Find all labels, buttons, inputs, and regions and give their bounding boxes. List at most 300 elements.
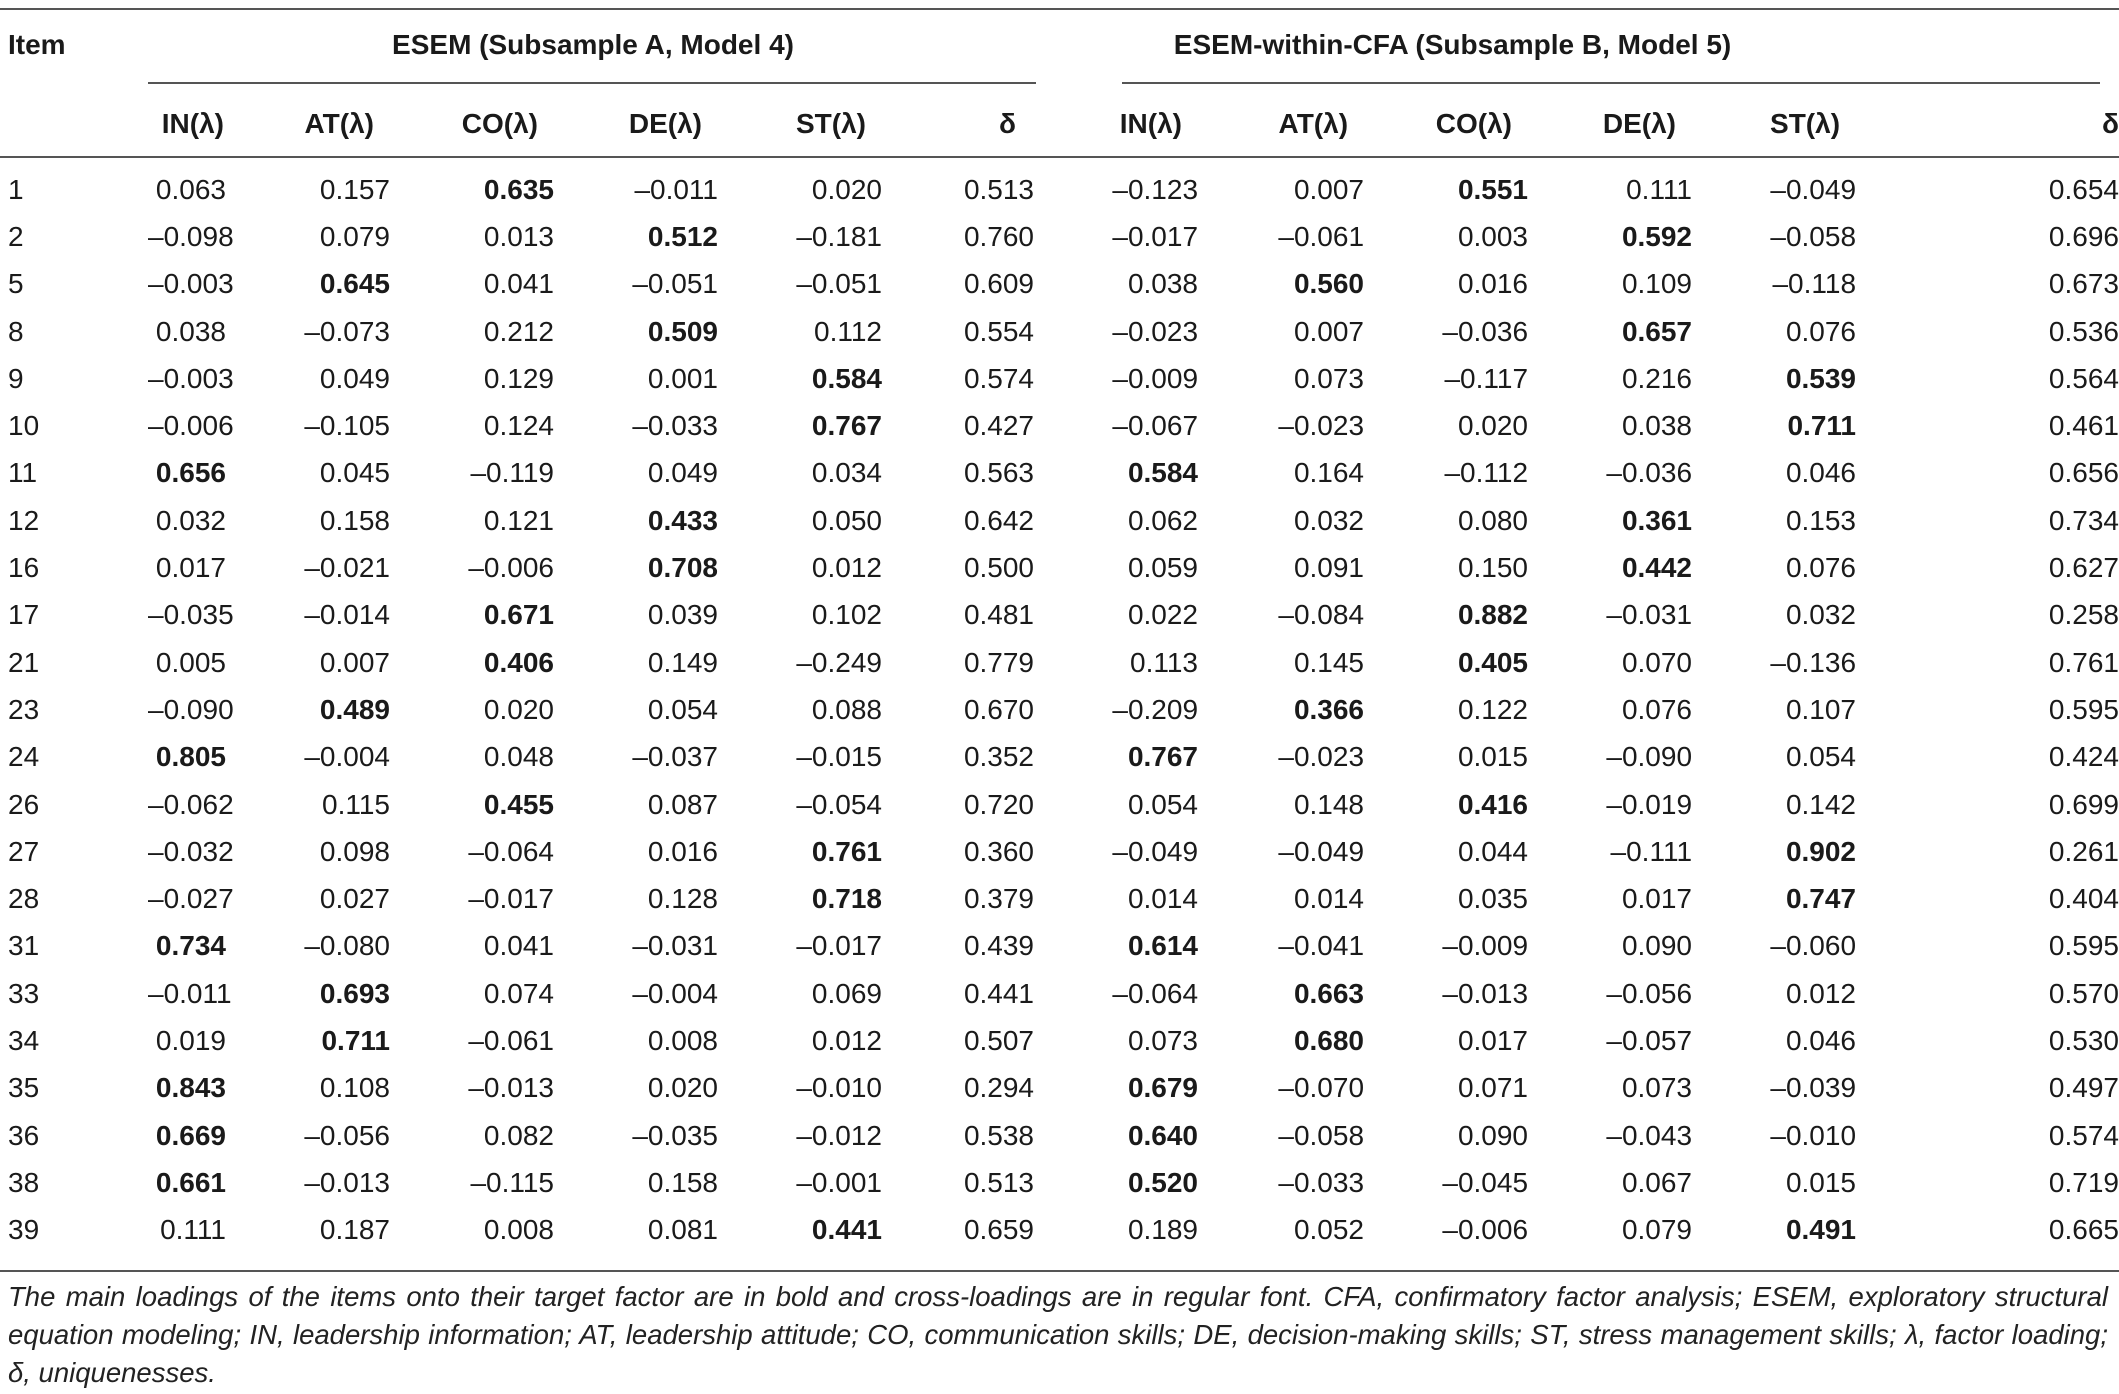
- loading-a-cell: 0.012: [811, 1024, 882, 1056]
- table-footnote: The main loadings of the items onto their target factor are in bold and cross-loadings are in regular font. CFA, confirmatory factor analysis; ESEM, exploratory structural equation modeling; IN, leadership information; AT, leadership attitude; CO, communication skills; DE, decision-making skills; ST, stress management skills; λ, factor loading; δ, uniquenesses.: [8, 1281, 2108, 1388]
- loading-a-cell: –0.051: [632, 268, 718, 300]
- loading-b-cell: –0.136: [1770, 646, 1857, 678]
- loading-b-cell: –0.013: [1442, 977, 1529, 1009]
- loading-b-cell: –0.033: [1278, 1166, 1365, 1198]
- item-number: 31: [8, 930, 40, 962]
- loading-a-cell: –0.181: [796, 220, 882, 252]
- table-row: [0, 1112, 2119, 1159]
- loading-a-cell: 0.039: [647, 599, 718, 631]
- loading-b-cell: 0.059: [1127, 552, 1199, 584]
- loading-a-cell: 0.128: [647, 883, 718, 915]
- loading-b-cell: 0.145: [1293, 646, 1365, 678]
- loading-a-cell: 0.671: [483, 599, 554, 631]
- loading-b-cell: 0.032: [1293, 504, 1365, 536]
- table-row: [0, 355, 2119, 402]
- table-row: [0, 544, 2119, 591]
- col-header-b-3: DE(λ): [1602, 108, 1677, 139]
- uniqueness-a-cell: 0.720: [963, 788, 1035, 820]
- loading-a-cell: 0.693: [319, 977, 390, 1009]
- loading-b-cell: 0.679: [1127, 1072, 1199, 1104]
- loading-a-cell: –0.001: [796, 1166, 882, 1198]
- uniqueness-a-cell: 0.642: [963, 504, 1035, 536]
- loading-a-cell: 0.111: [160, 1214, 226, 1246]
- loading-b-cell: 0.111: [1626, 173, 1693, 205]
- table-row: [0, 970, 2119, 1017]
- uniqueness-a-cell: 0.659: [963, 1214, 1035, 1246]
- uniqueness-b-cell: 0.564: [2048, 362, 2119, 394]
- loading-a-cell: 0.082: [483, 1119, 554, 1151]
- uniqueness-a-cell: 0.538: [963, 1119, 1035, 1151]
- loading-a-cell: –0.105: [304, 410, 390, 442]
- loading-b-cell: 0.551: [1457, 173, 1529, 205]
- table-row: [0, 402, 2119, 449]
- uniqueness-a-cell: 0.507: [963, 1024, 1035, 1056]
- loading-a-cell: 0.112: [814, 315, 882, 347]
- loading-b-cell: –0.023: [1278, 410, 1365, 442]
- loading-a-cell: 0.032: [155, 504, 226, 536]
- loading-b-cell: 0.882: [1457, 599, 1529, 631]
- loading-a-cell: 0.034: [811, 457, 882, 489]
- loading-b-cell: 0.592: [1621, 220, 1693, 252]
- loading-a-cell: –0.013: [468, 1072, 554, 1104]
- loading-b-cell: 0.062: [1127, 504, 1199, 536]
- col-header-b-0: IN(λ): [1119, 108, 1183, 139]
- loading-b-cell: 0.014: [1127, 883, 1199, 915]
- loading-b-cell: 0.079: [1621, 1214, 1693, 1246]
- loading-a-cell: 0.129: [483, 362, 554, 394]
- loading-a-cell: 0.121: [483, 504, 554, 536]
- loading-a-cell: 0.108: [319, 1072, 390, 1104]
- loading-a-cell: –0.010: [796, 1072, 882, 1104]
- loading-b-cell: –0.118: [1772, 268, 1857, 300]
- uniqueness-b-cell: 0.654: [2048, 173, 2119, 205]
- loading-a-cell: 0.049: [647, 457, 718, 489]
- loading-b-cell: 0.711: [1787, 410, 1857, 442]
- loading-b-cell: 0.361: [1621, 504, 1693, 536]
- item-number: 38: [8, 1166, 40, 1198]
- loading-b-cell: 0.054: [1127, 788, 1199, 820]
- item-number: 35: [8, 1072, 40, 1104]
- loading-a-cell: 0.020: [811, 173, 882, 205]
- loading-b-cell: 0.091: [1293, 552, 1365, 584]
- loading-a-cell: 0.001: [647, 362, 718, 394]
- table-row: [0, 1017, 2119, 1064]
- table-row: [0, 639, 2119, 686]
- loading-a-cell: –0.021: [304, 552, 390, 584]
- loading-a-cell: 0.656: [155, 457, 226, 489]
- loading-a-cell: 0.017: [155, 552, 226, 584]
- loading-a-cell: 0.102: [811, 599, 882, 631]
- loading-b-cell: –0.010: [1770, 1119, 1857, 1151]
- loading-b-cell: 0.189: [1127, 1214, 1199, 1246]
- item-number: 17: [8, 599, 40, 631]
- loading-b-cell: 0.003: [1457, 220, 1529, 252]
- uniqueness-b-cell: 0.497: [2048, 1072, 2119, 1104]
- loading-a-cell: –0.006: [148, 410, 234, 442]
- loading-b-cell: 0.046: [1785, 1024, 1857, 1056]
- uniqueness-b-cell: 0.627: [2048, 552, 2119, 584]
- uniqueness-b-cell: 0.595: [2048, 693, 2119, 725]
- table-row: [0, 1065, 2119, 1112]
- loading-a-cell: 0.069: [811, 977, 882, 1009]
- uniqueness-b-cell: 0.404: [2048, 883, 2119, 915]
- uniqueness-a-cell: 0.352: [963, 741, 1035, 773]
- loading-a-cell: 0.079: [319, 220, 390, 252]
- loading-a-cell: 0.433: [647, 504, 718, 536]
- uniqueness-b-cell: 0.570: [2048, 977, 2119, 1009]
- loading-a-cell: 0.406: [483, 646, 554, 678]
- loading-b-cell: –0.043: [1606, 1119, 1693, 1151]
- loading-b-cell: 0.044: [1457, 835, 1529, 867]
- uniqueness-a-cell: 0.574: [963, 362, 1035, 394]
- loading-a-cell: 0.020: [483, 693, 554, 725]
- uniqueness-b-cell: 0.665: [2048, 1214, 2119, 1246]
- uniqueness-b-cell: 0.536: [2048, 315, 2119, 347]
- col-header-a-3: DE(λ): [628, 108, 702, 139]
- uniqueness-b-cell: 0.258: [2048, 599, 2119, 631]
- loading-b-cell: 0.148: [1293, 788, 1365, 820]
- table-row: [0, 923, 2119, 970]
- loading-a-cell: –0.062: [148, 788, 234, 820]
- loading-b-cell: 0.017: [1457, 1024, 1529, 1056]
- loading-b-cell: 0.747: [1785, 883, 1857, 915]
- col-header-b-2: CO(λ): [1435, 108, 1513, 139]
- col-header-b-4: ST(λ): [1770, 108, 1841, 139]
- loading-a-cell: 0.212: [483, 315, 554, 347]
- loading-a-cell: 0.045: [319, 457, 390, 489]
- item-number: 16: [8, 552, 40, 584]
- table-row: [0, 497, 2119, 544]
- uniqueness-a-cell: 0.670: [963, 693, 1035, 725]
- item-number: 2: [8, 220, 24, 252]
- loading-a-cell: 0.441: [811, 1214, 882, 1246]
- item-number: 8: [8, 315, 24, 347]
- loading-b-cell: –0.036: [1442, 315, 1529, 347]
- loading-a-cell: –0.027: [148, 883, 234, 915]
- loading-a-cell: 0.805: [155, 741, 226, 773]
- uniqueness-a-cell: 0.500: [963, 552, 1035, 584]
- table-row: [0, 166, 2119, 213]
- loading-b-cell: –0.084: [1278, 599, 1365, 631]
- item-number: 39: [8, 1214, 40, 1246]
- uniqueness-a-cell: 0.513: [963, 173, 1035, 205]
- loading-b-cell: 0.073: [1621, 1072, 1693, 1104]
- loading-a-cell: –0.003: [148, 362, 234, 394]
- table-row: [0, 1207, 2119, 1254]
- loading-b-cell: 0.153: [1785, 504, 1857, 536]
- col-header-a-1: AT(λ): [304, 108, 374, 139]
- table-row: [0, 828, 2119, 875]
- uniqueness-a-cell: 0.427: [963, 410, 1035, 442]
- loading-b-cell: –0.009: [1442, 930, 1529, 962]
- loading-a-cell: –0.115: [470, 1166, 554, 1198]
- uniqueness-a-cell: 0.379: [963, 883, 1035, 915]
- loading-b-cell: –0.070: [1278, 1072, 1365, 1104]
- loading-a-cell: –0.017: [796, 930, 882, 962]
- loading-b-cell: –0.061: [1278, 220, 1365, 252]
- loading-b-cell: 0.035: [1457, 883, 1529, 915]
- loading-a-cell: –0.090: [148, 693, 234, 725]
- loading-b-cell: 0.560: [1293, 268, 1365, 300]
- loading-b-cell: –0.039: [1770, 1072, 1857, 1104]
- loading-a-cell: 0.761: [811, 835, 882, 867]
- loading-a-cell: –0.035: [148, 599, 234, 631]
- loading-b-cell: 0.657: [1621, 315, 1693, 347]
- uniqueness-a-cell: 0.609: [963, 268, 1035, 300]
- loading-a-cell: 0.012: [811, 552, 882, 584]
- item-number: 11: [8, 457, 38, 489]
- uniqueness-b-cell: 0.530: [2048, 1024, 2119, 1056]
- loading-b-cell: 0.107: [1785, 693, 1857, 725]
- loading-a-cell: –0.037: [632, 741, 718, 773]
- loading-b-cell: –0.057: [1606, 1024, 1693, 1056]
- loading-b-cell: –0.111: [1610, 835, 1693, 867]
- col-header-a-5: δ: [999, 108, 1017, 139]
- loading-b-cell: –0.112: [1444, 457, 1529, 489]
- uniqueness-a-cell: 0.294: [963, 1072, 1035, 1104]
- loading-b-cell: –0.031: [1606, 599, 1693, 631]
- loading-b-cell: 0.090: [1457, 1119, 1529, 1151]
- loading-a-cell: 0.489: [319, 693, 390, 725]
- loading-b-cell: 0.073: [1127, 1024, 1199, 1056]
- item-number: 24: [8, 741, 40, 773]
- loading-a-cell: –0.004: [304, 741, 390, 773]
- loading-a-cell: 0.645: [319, 268, 390, 300]
- item-number: 12: [8, 504, 40, 536]
- loading-a-cell: 0.013: [483, 220, 554, 252]
- table-row: [0, 1159, 2119, 1206]
- col-header-a-0: IN(λ): [161, 108, 224, 139]
- uniqueness-a-cell: 0.554: [963, 315, 1035, 347]
- item-number: 5: [8, 268, 24, 300]
- loading-b-cell: –0.209: [1112, 693, 1199, 725]
- loading-a-cell: 0.019: [155, 1024, 226, 1056]
- loading-b-cell: –0.060: [1770, 930, 1857, 962]
- loading-b-cell: 0.007: [1293, 173, 1365, 205]
- loading-a-cell: –0.014: [304, 599, 390, 631]
- loading-a-cell: –0.004: [632, 977, 718, 1009]
- item-number: 26: [8, 788, 40, 820]
- loading-b-cell: –0.006: [1442, 1214, 1529, 1246]
- loading-b-cell: 0.032: [1785, 599, 1857, 631]
- loading-b-cell: 0.614: [1127, 930, 1199, 962]
- loading-b-cell: 0.014: [1293, 883, 1365, 915]
- loading-a-cell: –0.073: [304, 315, 390, 347]
- loading-a-cell: 0.087: [647, 788, 718, 820]
- loading-a-cell: 0.767: [811, 410, 882, 442]
- uniqueness-a-cell: 0.779: [963, 646, 1035, 678]
- loading-b-cell: 0.366: [1293, 693, 1365, 725]
- loading-b-cell: 0.584: [1127, 457, 1199, 489]
- loading-a-cell: 0.661: [155, 1166, 226, 1198]
- loading-a-cell: –0.080: [304, 930, 390, 962]
- loading-a-cell: –0.035: [632, 1119, 718, 1151]
- loading-b-cell: 0.038: [1127, 268, 1199, 300]
- loading-b-cell: –0.049: [1770, 173, 1857, 205]
- uniqueness-a-cell: 0.441: [963, 977, 1035, 1009]
- loading-a-cell: –0.032: [148, 835, 234, 867]
- loading-b-cell: 0.080: [1457, 504, 1529, 536]
- loading-a-cell: 0.048: [483, 741, 554, 773]
- uniqueness-a-cell: 0.513: [963, 1166, 1035, 1198]
- uniqueness-b-cell: 0.574: [2048, 1119, 2119, 1151]
- uniqueness-b-cell: 0.673: [2048, 268, 2119, 300]
- loading-b-cell: 0.767: [1127, 741, 1199, 773]
- loading-b-cell: 0.539: [1785, 362, 1857, 394]
- loading-a-cell: 0.016: [647, 835, 718, 867]
- loading-b-cell: 0.015: [1785, 1166, 1857, 1198]
- uniqueness-a-cell: 0.439: [963, 930, 1035, 962]
- table-row: [0, 450, 2119, 497]
- item-number: 36: [8, 1119, 40, 1151]
- loading-b-cell: 0.680: [1293, 1024, 1365, 1056]
- loading-b-cell: 0.416: [1457, 788, 1529, 820]
- loading-a-cell: 0.038: [155, 315, 226, 347]
- table-body: [0, 166, 2119, 1254]
- loading-b-cell: 0.491: [1785, 1214, 1857, 1246]
- loading-b-cell: 0.164: [1293, 457, 1365, 489]
- loading-a-cell: 0.008: [483, 1214, 554, 1246]
- loading-a-cell: 0.635: [483, 173, 554, 205]
- loading-b-cell: –0.009: [1112, 362, 1199, 394]
- loading-b-cell: –0.045: [1442, 1166, 1529, 1198]
- loading-a-cell: –0.098: [148, 220, 234, 252]
- loading-a-cell: 0.157: [319, 173, 390, 205]
- loading-b-cell: –0.117: [1444, 362, 1529, 394]
- loading-a-cell: 0.049: [319, 362, 390, 394]
- loading-a-cell: 0.734: [155, 930, 226, 962]
- loading-b-cell: 0.012: [1785, 977, 1857, 1009]
- loading-a-cell: 0.008: [647, 1024, 718, 1056]
- loading-b-cell: 0.663: [1293, 977, 1365, 1009]
- loading-a-cell: 0.158: [647, 1166, 718, 1198]
- loading-a-cell: –0.011: [634, 173, 718, 205]
- loading-a-cell: –0.119: [470, 457, 554, 489]
- loading-a-cell: 0.050: [811, 504, 882, 536]
- uniqueness-a-cell: 0.563: [963, 457, 1035, 489]
- uniqueness-b-cell: 0.719: [2048, 1166, 2119, 1198]
- loading-b-cell: 0.150: [1457, 552, 1529, 584]
- loading-a-cell: 0.718: [811, 883, 882, 915]
- item-number: 34: [8, 1024, 40, 1056]
- uniqueness-b-cell: 0.595: [2048, 930, 2119, 962]
- uniqueness-a-cell: 0.360: [963, 835, 1035, 867]
- loading-a-cell: –0.031: [632, 930, 718, 962]
- loading-b-cell: 0.113: [1130, 646, 1199, 678]
- loading-b-cell: 0.016: [1457, 268, 1529, 300]
- loading-a-cell: –0.064: [468, 835, 554, 867]
- loading-b-cell: 0.067: [1621, 1166, 1693, 1198]
- loading-b-cell: 0.054: [1785, 741, 1857, 773]
- loading-a-cell: 0.115: [322, 788, 390, 820]
- table-row: [0, 734, 2119, 781]
- loading-a-cell: 0.711: [321, 1024, 390, 1056]
- uniqueness-b-cell: 0.461: [2048, 410, 2119, 442]
- loading-a-cell: 0.041: [483, 930, 554, 962]
- loading-b-cell: 0.076: [1621, 693, 1693, 725]
- loading-a-cell: 0.584: [811, 362, 882, 394]
- loading-b-cell: 0.122: [1457, 693, 1529, 725]
- uniqueness-b-cell: 0.656: [2048, 457, 2119, 489]
- loading-b-cell: –0.058: [1278, 1119, 1365, 1151]
- loading-b-cell: 0.017: [1621, 883, 1693, 915]
- col-header-b-1: AT(λ): [1278, 108, 1349, 139]
- loading-a-cell: –0.012: [796, 1119, 882, 1151]
- loading-a-cell: –0.056: [304, 1119, 390, 1151]
- loading-a-cell: 0.005: [155, 646, 226, 678]
- col-header-a-2: CO(λ): [461, 108, 538, 139]
- loading-b-cell: 0.020: [1457, 410, 1529, 442]
- table-row: [0, 875, 2119, 922]
- loading-b-cell: –0.067: [1112, 410, 1199, 442]
- loading-a-cell: –0.054: [796, 788, 882, 820]
- loading-b-cell: –0.058: [1770, 220, 1857, 252]
- loading-b-cell: 0.071: [1457, 1072, 1529, 1104]
- loading-a-cell: 0.509: [647, 315, 718, 347]
- loading-a-cell: 0.081: [647, 1214, 718, 1246]
- item-number: 33: [8, 977, 40, 1009]
- loading-b-cell: 0.109: [1621, 268, 1693, 300]
- loading-a-cell: –0.013: [304, 1166, 390, 1198]
- loading-b-cell: –0.041: [1278, 930, 1365, 962]
- loading-a-cell: 0.088: [811, 693, 882, 725]
- loading-a-cell: –0.051: [796, 268, 882, 300]
- loading-a-cell: –0.249: [796, 646, 882, 678]
- loading-a-cell: 0.074: [483, 977, 554, 1009]
- loading-b-cell: 0.090: [1621, 930, 1693, 962]
- uniqueness-b-cell: 0.734: [2048, 504, 2119, 536]
- uniqueness-b-cell: 0.761: [2048, 646, 2119, 678]
- loading-b-cell: 0.046: [1785, 457, 1857, 489]
- column-header-row: [0, 82, 2119, 166]
- item-number: 9: [8, 362, 24, 394]
- loading-a-cell: –0.061: [468, 1024, 554, 1056]
- loading-b-cell: 0.142: [1785, 788, 1857, 820]
- loading-b-cell: –0.036: [1606, 457, 1693, 489]
- loading-b-cell: 0.640: [1127, 1119, 1199, 1151]
- loading-a-cell: 0.455: [483, 788, 554, 820]
- loading-a-cell: 0.187: [319, 1214, 390, 1246]
- loading-a-cell: –0.011: [148, 977, 232, 1009]
- loading-b-cell: –0.023: [1278, 741, 1365, 773]
- loading-a-cell: –0.003: [148, 268, 234, 300]
- item-number: 28: [8, 883, 40, 915]
- loading-b-cell: –0.017: [1112, 220, 1199, 252]
- loading-b-cell: –0.123: [1112, 173, 1199, 205]
- item-number: 10: [8, 410, 40, 442]
- loading-a-cell: 0.843: [155, 1072, 226, 1104]
- loading-b-cell: 0.076: [1785, 552, 1857, 584]
- loading-b-cell: 0.216: [1621, 362, 1693, 394]
- loading-b-cell: 0.070: [1621, 646, 1693, 678]
- loading-a-cell: 0.098: [319, 835, 390, 867]
- loading-a-cell: –0.015: [796, 741, 882, 773]
- loading-a-cell: 0.669: [155, 1119, 226, 1151]
- loading-a-cell: –0.033: [632, 410, 718, 442]
- table-row: [0, 308, 2119, 355]
- loading-b-cell: –0.023: [1112, 315, 1199, 347]
- uniqueness-a-cell: 0.760: [963, 220, 1035, 252]
- table-bottom-rule: [0, 1270, 2119, 1272]
- loading-b-cell: –0.049: [1112, 835, 1199, 867]
- uniqueness-b-cell: 0.261: [2048, 835, 2119, 867]
- loading-b-cell: –0.064: [1112, 977, 1199, 1009]
- group-b-title: ESEM-within-CFA (Subsample B, Model 5): [1173, 29, 1732, 60]
- loading-b-cell: 0.038: [1621, 410, 1693, 442]
- loading-b-cell: –0.090: [1606, 741, 1693, 773]
- item-column-header: Item: [8, 29, 66, 60]
- loading-b-cell: 0.007: [1293, 315, 1365, 347]
